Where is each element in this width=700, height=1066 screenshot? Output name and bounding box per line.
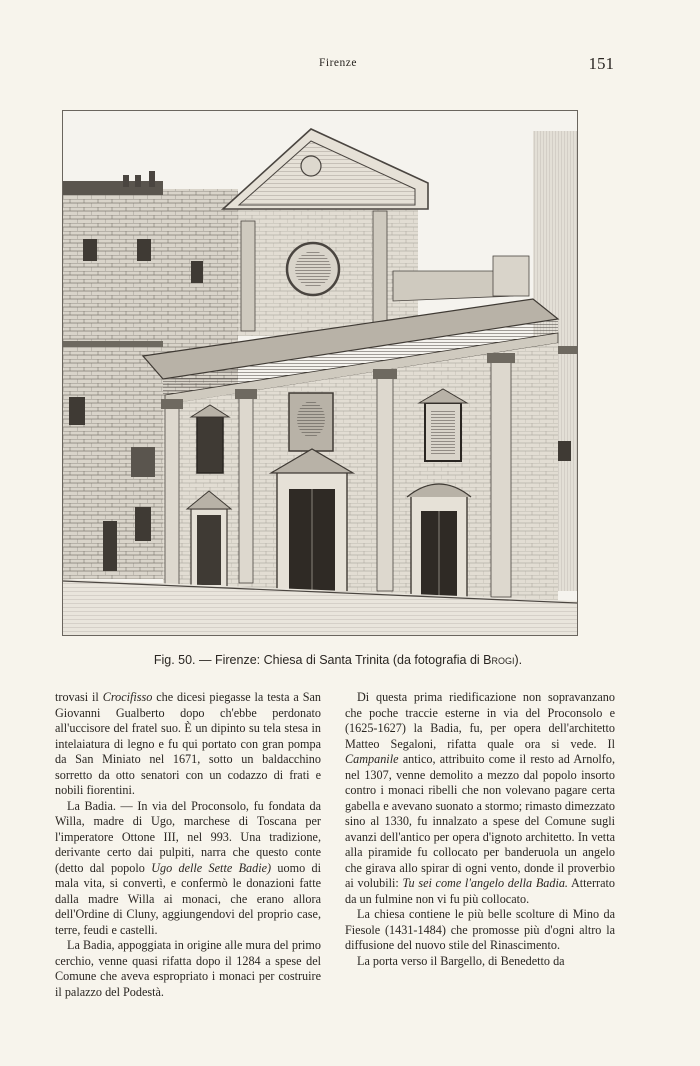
figure-caption: [62, 653, 614, 667]
text-run: La Badia. — In via del Proconsolo, fu fondata da Willa, madre di Ugo, marchese di Toscana per l'imperatore Ottone III, nel 993. Una tradizione, derivante certo dai pulpiti, narra che questo conte (detto dal popolo: [55, 798, 321, 875]
text-run: uomo di mala vita, si convertì, e confermò le donazioni fatte dalla madre Willa ai monaci, che erano allora dell'Ordine di Cluny, aggiungendovi del proprio case, terre, feudi e castelli.: [55, 860, 321, 937]
paragraph: [345, 907, 615, 954]
text-run: trovasi il: [55, 690, 103, 704]
caption-credit: Brogi: [483, 653, 515, 667]
paragraph: [345, 690, 615, 907]
church-facade-engraving: [63, 111, 577, 635]
text-run: La Badia, appoggiata in origine alle mura del primo cerchio, venne quasi rifatta dopo il 1284 a spese del Comune che aveva espropriato i monaci per costruire il palazzo del Podestà.: [55, 938, 321, 999]
text-run: antico, attribuito come il resto ad Arnolfo, nel 1307, venne demolito a mezzo dal popolo insorto contro i monaci ribelli che non volevano pagare certa gabella e avevano suonato a stormo; rimasto dimezzato sino al 1330, fu innalzato a spese del Comune sugli avanzi dell'antico per opera d'ignoto architetto. In vetta alla piramide fu collocato per banderuola un angelo che girava allo spirar di ogni vento, donde il proverbio ai volubili:: [345, 752, 615, 890]
text-run: La porta verso il Bargello, di Benedetto da: [357, 953, 565, 968]
italic-text: Crocifisso: [102, 690, 153, 704]
italic-text: Ugo delle Sette Badie): [151, 860, 272, 875]
text-run: Di questa prima riedificazione non sopravanzano che poche traccie esterne in via del Proconsolo e (1625-1627) la Badia, fu, per opera dell'architetto Matteo Segaloni, rifatta quale ora si vede. Il: [345, 690, 615, 751]
paragraph: [55, 938, 321, 1000]
text-run: che dicesi piegasse la testa a San Giovanni Gualberto dopo ch'ebbe perdonato all'uccisore del fratel suo. È un dipinto su tela stesa in intelaiatura di legno e fu qui portato con gran pompa da San Miniato nel 1671, sotto un baldacchino sorretto da otto senatori con un codazzo di frati e nobili fiorentini.: [55, 690, 321, 797]
text-run: Atterrato da un fulmine non vi fu più collocato.: [345, 876, 615, 906]
italic-text: Campanile: [345, 752, 399, 766]
paragraph: [345, 954, 615, 970]
caption-text: Fig. 50. — Firenze: Chiesa di Santa Trinita (da fotografia di: [153, 653, 484, 667]
page-number: 151: [588, 54, 614, 73]
caption-end: ).: [514, 653, 523, 667]
paragraph: [55, 799, 321, 939]
italic-text: Tu sei come l'angelo della Badia.: [402, 876, 568, 890]
text-run: La chiesa contiene le più belle scolture di Mino da Fiesole (1431-1484) che promosse più d'ogni altro la diffusione del nuovo stile del Rinascimento.: [345, 907, 615, 952]
running-title: Firenze: [319, 57, 357, 69]
engraving-figure: [62, 110, 578, 636]
paragraph: [55, 690, 321, 799]
right-column: [345, 690, 615, 969]
running-head: [62, 54, 614, 76]
left-column: [55, 690, 321, 1000]
